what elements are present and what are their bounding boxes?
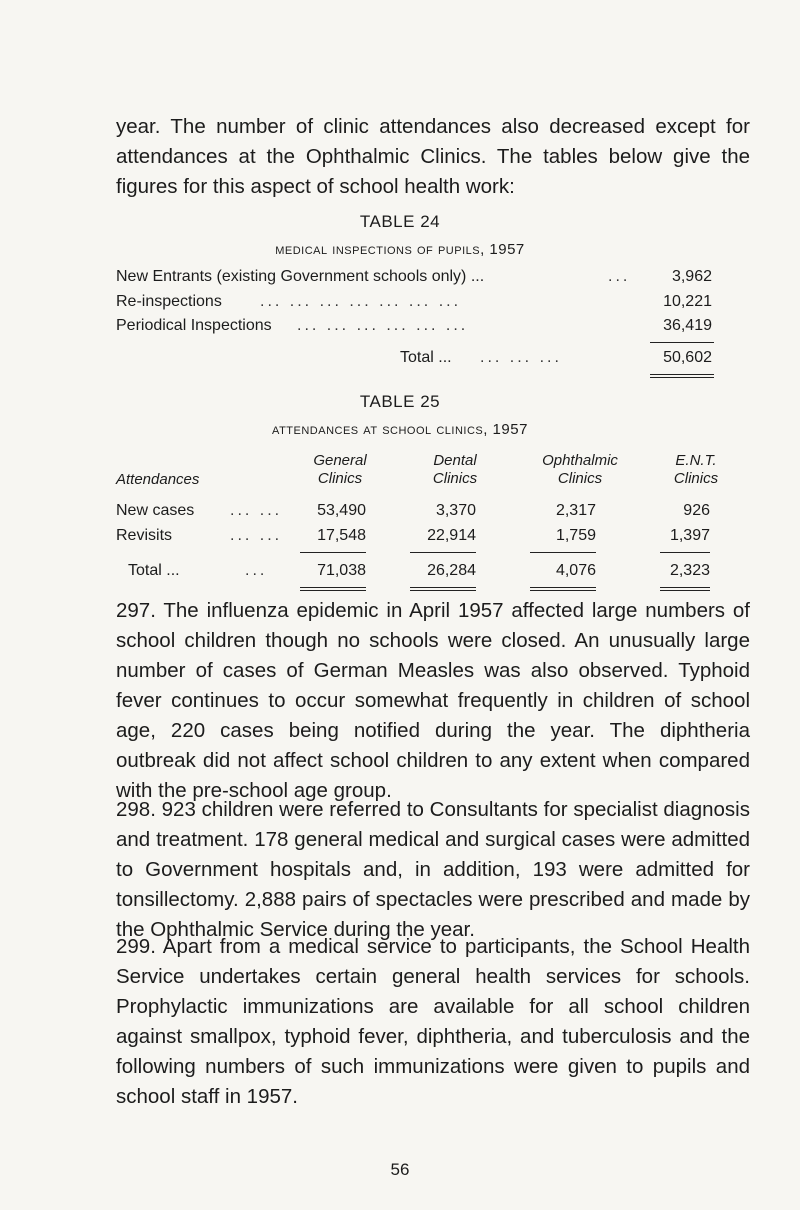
table25-double-rule <box>410 590 476 591</box>
table24-row-label: Re-inspections <box>116 293 222 310</box>
table24-row-label: Periodical Inspections <box>116 317 272 334</box>
table25-total-cell: 26,284 <box>427 562 476 579</box>
table25-title: TABLE 25 <box>359 392 441 411</box>
col-header-line: Dental <box>433 452 477 469</box>
table25-caption: attendances at school clinics, 1957 <box>272 421 528 438</box>
table25-row-label: New cases <box>116 502 195 519</box>
table24-row-value: 3,962 <box>671 268 712 285</box>
table24-row-value: 36,419 <box>663 317 712 334</box>
table25-cell: 2,317 <box>555 502 596 519</box>
paragraph-297: 297. The influenza epidemic in April 1957 affected large numbers of school children though no schools were closed. An unusually large number of cases of German Measles was also observed. Typhoid fever continues to occur somewhat frequently in children of school age, 220 cases being notified during the year. The diphtheria outbreak did not affect school children to any extent when compared with the pre-school age group. <box>116 599 750 802</box>
table24-row-dots: ... ... ... ... ... ... <box>297 317 469 334</box>
table25-row-header: Attendances <box>116 471 200 488</box>
table25-double-rule <box>300 587 366 588</box>
table25-cell: 3,370 <box>435 502 476 519</box>
table24-rule <box>650 342 714 343</box>
paragraph-298: 298. 923 children were referred to Consultants for specialist diagnosis and treatment. 178 general medical and surgical cases were admitted to Government hospitals and, in addition, 193 were admitted for tonsillectomy. 2,888 pairs of spectacles were prescribed and made by the Ophthalmic Service during the year. <box>116 798 750 941</box>
table25-row-dots: ... ... <box>230 502 283 519</box>
table25-row-dots: ... ... <box>230 527 283 544</box>
table25-rule <box>300 552 366 553</box>
table25-rule <box>660 552 710 553</box>
table24-row-value: 10,221 <box>663 293 712 310</box>
table25-col-header <box>656 452 736 488</box>
table24-double-rule <box>650 377 714 378</box>
col-header-line: General <box>313 452 367 469</box>
table25-cell: 17,548 <box>317 527 366 544</box>
page-number: 56 <box>390 1160 410 1179</box>
table25-total-dots: ... <box>245 562 268 579</box>
col-header-line: Clinics <box>557 470 603 487</box>
table25-cell: 1,759 <box>555 527 596 544</box>
table25-cell: 53,490 <box>317 502 366 519</box>
table24-row-label: New Entrants (existing Government schools only) ... <box>116 268 485 285</box>
table25-total-label: Total ... <box>128 562 180 579</box>
col-header-line: Clinics <box>432 470 478 487</box>
table25-total-cell: 71,038 <box>317 562 366 579</box>
table24-row-dots: ... <box>608 268 631 285</box>
intro-paragraph: year. The number of clinic attendances also decreased except for attendances at the Ophthalmic Clinics. The tables below give the figures for this aspect of school health work: <box>116 115 750 198</box>
table25-rule <box>410 552 476 553</box>
col-header-line: Clinics <box>673 470 719 487</box>
table24-total-value: 50,602 <box>663 349 712 366</box>
table25-double-rule <box>530 590 596 591</box>
col-header-line: Clinics <box>317 470 363 487</box>
table25-row-label: Revisits <box>116 527 173 544</box>
table25-double-rule <box>410 587 476 588</box>
table25-double-rule <box>530 587 596 588</box>
table25-col-header <box>415 452 495 488</box>
table25-cell: 1,397 <box>669 527 710 544</box>
table25-double-rule <box>660 587 710 588</box>
table25-col-header <box>295 452 385 488</box>
table24-total-dots: ... ... ... <box>480 349 562 366</box>
table24-row-dots: ... ... ... ... ... ... ... <box>260 293 462 310</box>
table24-caption: medical inspections of pupils, 1957 <box>275 241 525 258</box>
table25-total-cell: 2,323 <box>669 562 710 579</box>
table25-col-header <box>525 452 635 488</box>
table25-double-rule <box>660 590 710 591</box>
col-header-line: E.N.T. <box>675 452 717 469</box>
table25-rule <box>530 552 596 553</box>
col-header-line: Ophthalmic <box>542 452 618 469</box>
table25-double-rule <box>300 590 366 591</box>
table25-cell: 22,914 <box>427 527 476 544</box>
table24-double-rule <box>650 374 714 375</box>
table24-title: TABLE 24 <box>359 212 441 231</box>
paragraph-299: 299. Apart from a medical service to participants, the School Health Service undertakes certain general health services for schools. Prophylactic immunizations are available for all school children against smallpox, typhoid fever, diphtheria, and tuberculosis and the following numbers of such immunizations were given to pupils and school staff in 1957. <box>116 935 750 1108</box>
table24-total-label: Total ... <box>400 349 452 366</box>
table25-cell: 926 <box>683 502 710 519</box>
table25-total-cell: 4,076 <box>555 562 596 579</box>
